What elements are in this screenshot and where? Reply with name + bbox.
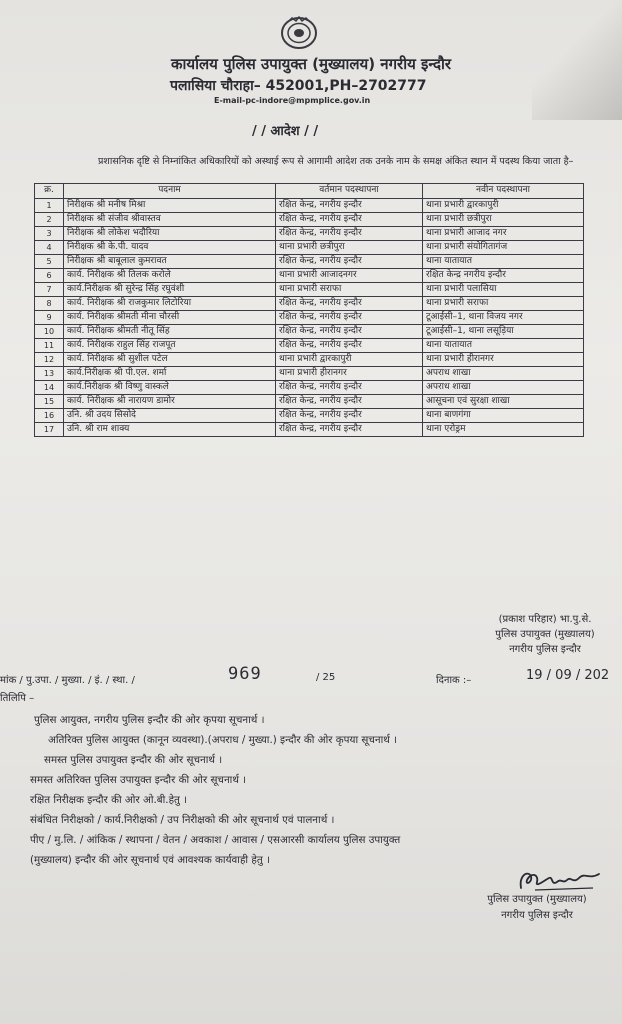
cell-serial: 14 bbox=[35, 381, 64, 395]
cell-serial: 9 bbox=[35, 311, 64, 325]
cell-new-posting: थाना प्रभारी संयोगितागंज bbox=[423, 241, 584, 255]
cell-current-posting: थाना प्रभारी हीरानगर bbox=[276, 367, 423, 381]
cell-new-posting: थाना प्रभारी सराफा bbox=[423, 297, 584, 311]
cell-serial: 15 bbox=[35, 395, 64, 409]
office-heading: कार्यालय पुलिस उपायुक्त (मुख्यालय) नगरीय इन्दौर bbox=[171, 55, 451, 73]
table-row bbox=[35, 213, 584, 227]
cell-new-posting: थाना एरोड्रम bbox=[423, 423, 584, 437]
cell-current-posting: रक्षित केन्द्र, नगरीय इन्दौर bbox=[276, 381, 423, 395]
cell-serial: 17 bbox=[35, 423, 64, 437]
posting-table bbox=[34, 183, 584, 437]
cell-serial: 11 bbox=[35, 339, 64, 353]
cell-designation: कार्य. निरीक्षक श्री तिलक करोले bbox=[64, 269, 276, 283]
header-sn: क्र. bbox=[35, 184, 64, 199]
police-emblem-icon bbox=[280, 16, 318, 50]
cell-designation: निरीक्षक श्री लोकेश भदौरिया bbox=[64, 227, 276, 241]
reference-number: 969 bbox=[228, 664, 262, 684]
cell-current-posting: रक्षित केन्द्र, नगरीय इन्दौर bbox=[276, 297, 423, 311]
cell-designation: कार्य.निरीक्षक श्री विष्णु वास्कले bbox=[64, 381, 276, 395]
table-row bbox=[35, 395, 584, 409]
date-value: 19 / 09 / 202 bbox=[526, 668, 610, 683]
reference-prefix: मांक / पु.उपा. / मुख्या. / इं. / स्था. / bbox=[0, 675, 135, 686]
cell-serial: 1 bbox=[35, 199, 64, 213]
table-row bbox=[35, 381, 584, 395]
handwritten-signature bbox=[515, 862, 605, 896]
cell-current-posting: थाना प्रभारी सराफा bbox=[276, 283, 423, 297]
cell-serial: 13 bbox=[35, 367, 64, 381]
cell-current-posting: रक्षित केन्द्र, नगरीय इन्दौर bbox=[276, 325, 423, 339]
cell-new-posting: टूआईसी–1, थाना विजय नगर bbox=[423, 311, 584, 325]
email-line: E-mail-pc-indore@mpmplice.gov.in bbox=[214, 96, 371, 105]
copy-list-item: (मुख्यालय) इन्दौर की ओर सूचनार्थ एवं आवश्यक कार्यवाही हेतु । bbox=[30, 854, 270, 866]
cell-serial: 2 bbox=[35, 213, 64, 227]
copy-label: तिलिपि – bbox=[0, 693, 35, 704]
table-row bbox=[35, 269, 584, 283]
cell-serial: 8 bbox=[35, 297, 64, 311]
cell-new-posting: थाना प्रभारी पलासिया bbox=[423, 283, 584, 297]
cell-serial: 12 bbox=[35, 353, 64, 367]
table-row bbox=[35, 353, 584, 367]
table-row bbox=[35, 255, 584, 269]
cell-new-posting: थाना प्रभारी द्वारकापुरी bbox=[423, 199, 584, 213]
address-line: पलासिया चौराहा– 452001,PH–2702777 bbox=[170, 78, 427, 94]
officer-location-2: नगरीय पुलिस इन्दौर bbox=[501, 910, 573, 921]
cell-new-posting: थाना प्रभारी आजाद नगर bbox=[423, 227, 584, 241]
table-row bbox=[35, 409, 584, 423]
cell-new-posting: टूआईसी–1, थाना लसूड़िया bbox=[423, 325, 584, 339]
table-row bbox=[35, 241, 584, 255]
table-row bbox=[35, 311, 584, 325]
cell-current-posting: रक्षित केन्द्र, नगरीय इन्दौर bbox=[276, 423, 423, 437]
copy-list-item: समस्त अतिरिक्त पुलिस उपायुक्त इन्दौर की ओर सूचनार्थ । bbox=[30, 774, 247, 786]
table-row bbox=[35, 423, 584, 437]
cell-designation: कार्य.निरीक्षक श्री पी.एल. शर्मा bbox=[64, 367, 276, 381]
cell-serial: 4 bbox=[35, 241, 64, 255]
signature-block-secondary bbox=[462, 892, 612, 924]
cell-current-posting: रक्षित केन्द्र, नगरीय इन्दौर bbox=[276, 409, 423, 423]
cell-new-posting: आसूचना एवं सुरक्षा शाखा bbox=[423, 395, 584, 409]
copy-list-item: पीए / मु.लि. / आंकिक / स्थापना / वेतन / अवकाश / आवास / एसआरसी कार्यालय पुलिस उपायुक्त bbox=[30, 834, 401, 846]
date-label: दिनाक :– bbox=[436, 675, 472, 686]
cell-current-posting: रक्षित केन्द्र, नगरीय इन्दौर bbox=[276, 227, 423, 241]
cell-current-posting: थाना प्रभारी छत्रीपुरा bbox=[276, 241, 423, 255]
copy-list-item: पुलिस आयुक्त, नगरीय पुलिस इन्दौर की ओर कृपया सूचनार्थ । bbox=[34, 714, 265, 726]
cell-new-posting: थाना यातायात bbox=[423, 339, 584, 353]
header-current-posting: वर्तमान पदस्थापना bbox=[276, 184, 423, 199]
cell-designation: निरीक्षक श्री बाबूलाल कुमरावत bbox=[64, 255, 276, 269]
cell-designation: उनि. श्री राम शाक्य bbox=[64, 423, 276, 437]
cell-new-posting: थाना बाणगंगा bbox=[423, 409, 584, 423]
cell-current-posting: रक्षित केन्द्र, नगरीय इन्दौर bbox=[276, 311, 423, 325]
header-new-posting: नवीन पदस्थापना bbox=[423, 184, 584, 199]
copy-list-item: संबंधित निरीक्षको / कार्य.निरीक्षको / उप निरीक्षको की ओर सूचनार्थ एवं पालनार्थ । bbox=[30, 814, 335, 826]
reference-year: / 25 bbox=[316, 672, 336, 683]
copy-list bbox=[30, 710, 619, 870]
cell-new-posting: अपराध शाखा bbox=[423, 381, 584, 395]
table-row bbox=[35, 325, 584, 339]
table-row bbox=[35, 199, 584, 213]
cell-new-posting: थाना प्रभारी हीरानगर bbox=[423, 353, 584, 367]
cell-current-posting: रक्षित केन्द्र, नगरीय इन्दौर bbox=[276, 339, 423, 353]
signature-block-primary bbox=[470, 612, 620, 657]
cell-serial: 3 bbox=[35, 227, 64, 241]
table-row bbox=[35, 367, 584, 381]
cell-designation: कार्य. निरीक्षक श्रीमती नीतू सिंह bbox=[64, 325, 276, 339]
table-row bbox=[35, 227, 584, 241]
cell-designation: कार्य. निरीक्षक राहुल सिंह राजपूत bbox=[64, 339, 276, 353]
cell-designation: कार्य. निरीक्षक श्री सुशील पटेल bbox=[64, 353, 276, 367]
officer-location: नगरीय पुलिस इन्दौर bbox=[509, 644, 581, 655]
cell-designation: कार्य. निरीक्षक श्री नारायण डामोर bbox=[64, 395, 276, 409]
copy-list-item: रक्षित निरीक्षक इन्दौर की ओर ओ.बी.हेतु । bbox=[30, 794, 188, 806]
cell-current-posting: थाना प्रभारी द्वारकापुरी bbox=[276, 353, 423, 367]
cell-serial: 7 bbox=[35, 283, 64, 297]
table-header-row bbox=[35, 184, 584, 199]
cell-serial: 5 bbox=[35, 255, 64, 269]
cell-designation: कार्य.निरीक्षक श्री सुरेन्द्र सिंह रघुवंशी bbox=[64, 283, 276, 297]
cell-new-posting: रक्षित केन्द्र नगरीय इन्दौर bbox=[423, 269, 584, 283]
table-row bbox=[35, 339, 584, 353]
cell-serial: 16 bbox=[35, 409, 64, 423]
copy-list-item: समस्त पुलिस उपायुक्त इन्दौर की ओर सूचनार्थ । bbox=[44, 754, 223, 766]
officer-designation: पुलिस उपायुक्त (मुख्यालय) bbox=[495, 629, 595, 640]
order-title: / / आदेश / / bbox=[252, 124, 319, 139]
officer-name: (प्रकाश परिहार) भा.पु.से. bbox=[498, 614, 592, 625]
cell-new-posting: थाना प्रभारी छत्रीपुरा bbox=[423, 213, 584, 227]
cell-current-posting: थाना प्रभारी आजादनगर bbox=[276, 269, 423, 283]
cell-designation: उनि. श्री उदय सिसोदे bbox=[64, 409, 276, 423]
copy-list-item: अतिरिक्त पुलिस आयुक्त (कानून व्यवस्था).(अपराध / मुख्या.) इन्दौर की ओर कृपया सूचनार्थ । bbox=[48, 734, 398, 746]
cell-designation: निरीक्षक श्री के.पी. यादव bbox=[64, 241, 276, 255]
cell-new-posting: अपराध शाखा bbox=[423, 367, 584, 381]
cell-current-posting: रक्षित केन्द्र, नगरीय इन्दौर bbox=[276, 395, 423, 409]
cell-serial: 10 bbox=[35, 325, 64, 339]
cell-serial: 6 bbox=[35, 269, 64, 283]
cell-new-posting: थाना यातायात bbox=[423, 255, 584, 269]
table-row bbox=[35, 297, 584, 311]
cell-current-posting: रक्षित केन्द्र, नगरीय इन्दौर bbox=[276, 255, 423, 269]
cell-designation: कार्य. निरीक्षक श्री राजकुमार लिटोरिया bbox=[64, 297, 276, 311]
intro-paragraph: प्रशासनिक दृष्टि से निम्नांकित अधिकारियों को अस्थाई रूप से आगामी आदेश तक उनके नाम के समक्ष अंकित स्थान में पदस्थ किया जाता है– bbox=[98, 156, 574, 167]
header-designation: पदनाम bbox=[64, 184, 276, 199]
cell-designation: निरीक्षक श्री मनीष मिश्रा bbox=[64, 199, 276, 213]
table-row bbox=[35, 283, 584, 297]
cell-current-posting: रक्षित केन्द्र, नगरीय इन्दौर bbox=[276, 199, 423, 213]
cell-current-posting: रक्षित केन्द्र, नगरीय इन्दौर bbox=[276, 213, 423, 227]
officer-designation-2: पुलिस उपायुक्त (मुख्यालय) bbox=[487, 894, 587, 905]
cell-designation: निरीक्षक श्री संजीव श्रीवास्तव bbox=[64, 213, 276, 227]
cell-designation: कार्य. निरीक्षक श्रीमती मीना चौरसी bbox=[64, 311, 276, 325]
